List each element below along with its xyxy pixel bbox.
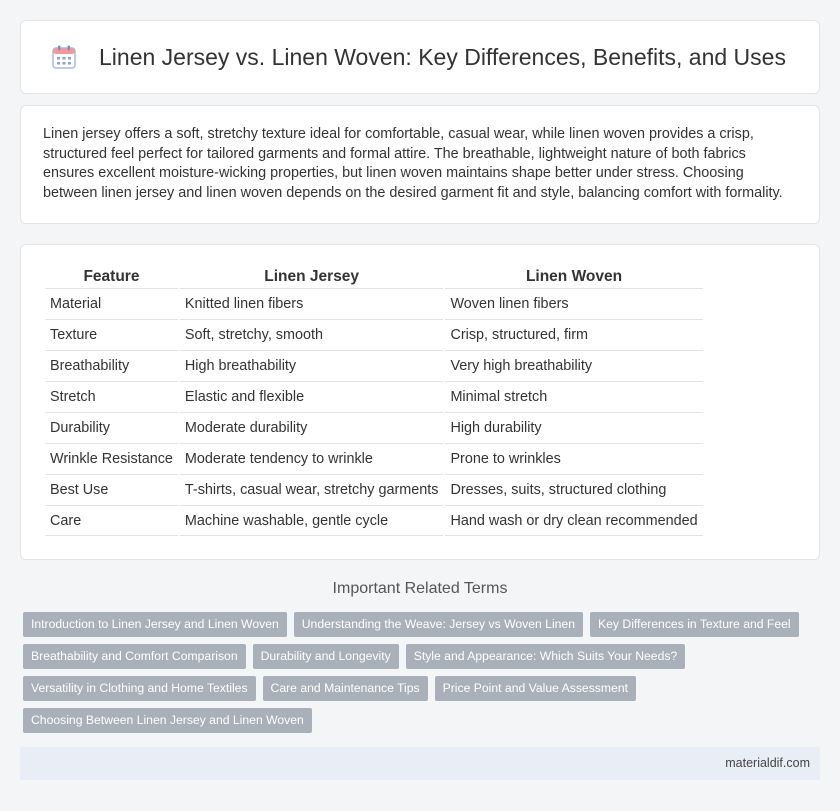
jersey-cell: Elastic and flexible	[180, 381, 444, 412]
table-row	[45, 505, 703, 536]
header-card	[20, 20, 820, 94]
woven-cell: Woven linen fibers	[445, 288, 702, 319]
feature-cell: Texture	[45, 319, 178, 350]
table-row	[45, 350, 703, 381]
table-row	[45, 381, 703, 412]
comparison-card	[20, 244, 820, 560]
woven-cell: Very high breathability	[445, 350, 702, 381]
table-row	[45, 474, 703, 505]
woven-cell: High durability	[445, 412, 702, 443]
jersey-cell: High breathability	[180, 350, 444, 381]
jersey-cell: Moderate durability	[180, 412, 444, 443]
woven-cell: Prone to wrinkles	[445, 443, 702, 474]
footer	[20, 747, 820, 780]
table-header-row	[45, 266, 703, 288]
feature-cell: Best Use	[45, 474, 178, 505]
feature-cell: Durability	[45, 412, 178, 443]
table-row	[45, 319, 703, 350]
jersey-cell: Soft, stretchy, smooth	[180, 319, 444, 350]
feature-cell: Breathability	[45, 350, 178, 381]
related-term-tag[interactable]: Introduction to Linen Jersey and Linen Woven	[23, 612, 287, 637]
related-term-tag[interactable]: Versatility in Clothing and Home Textiles	[23, 676, 256, 701]
jersey-cell: Machine washable, gentle cycle	[180, 505, 444, 536]
feature-cell: Wrinkle Resistance	[45, 443, 178, 474]
intro-card	[20, 105, 820, 224]
comparison-table	[43, 266, 705, 536]
related-term-tag[interactable]: Price Point and Value Assessment	[435, 676, 636, 701]
related-terms-list	[23, 612, 813, 740]
woven-cell: Hand wash or dry clean recommended	[445, 505, 702, 536]
woven-cell: Minimal stretch	[445, 381, 702, 412]
feature-cell: Care	[45, 505, 178, 536]
header-linen-jersey: Linen Jersey	[264, 268, 360, 285]
feature-cell: Stretch	[45, 381, 178, 412]
header-linen-woven: Linen Woven	[525, 268, 623, 285]
calendar-icon	[51, 44, 77, 70]
jersey-cell: T-shirts, casual wear, stretchy garments	[180, 474, 444, 505]
header-feature: Feature	[83, 268, 140, 285]
table-row	[45, 288, 703, 319]
woven-cell: Crisp, structured, firm	[445, 319, 702, 350]
related-term-tag[interactable]: Durability and Longevity	[253, 644, 399, 669]
woven-cell: Dresses, suits, structured clothing	[445, 474, 702, 505]
jersey-cell: Moderate tendency to wrinkle	[180, 443, 444, 474]
page-title: Linen Jersey vs. Linen Woven: Key Differences, Benefits, and Uses	[99, 43, 786, 70]
intro-paragraph: Linen jersey offers a soft, stretchy texture ideal for comfortable, casual wear, while linen woven provides a crisp, structured feel perfect for tailored garments and formal attire. The breathable, lightweight nature of both fabrics ensures excellent moisture-wicking properties, but linen woven maintains shape better under stress. Choosing between linen jersey and linen woven depends on the desired garment fit and style, balancing comfort with formality.	[43, 126, 783, 201]
jersey-cell: Knitted linen fibers	[180, 288, 444, 319]
related-term-tag[interactable]: Understanding the Weave: Jersey vs Woven Linen	[294, 612, 583, 637]
feature-cell: Material	[45, 288, 178, 319]
related-term-tag[interactable]: Key Differences in Texture and Feel	[590, 612, 799, 637]
table-row	[45, 412, 703, 443]
related-term-tag[interactable]: Care and Maintenance Tips	[263, 676, 428, 701]
related-terms-title: Important Related Terms	[332, 580, 508, 597]
related-term-tag[interactable]: Style and Appearance: Which Suits Your Needs?	[406, 644, 686, 669]
related-term-tag[interactable]: Choosing Between Linen Jersey and Linen Woven	[23, 708, 312, 733]
table-row	[45, 443, 703, 474]
related-term-tag[interactable]: Breathability and Comfort Comparison	[23, 644, 246, 669]
footer-site-link[interactable]: materialdif.com	[725, 756, 810, 770]
